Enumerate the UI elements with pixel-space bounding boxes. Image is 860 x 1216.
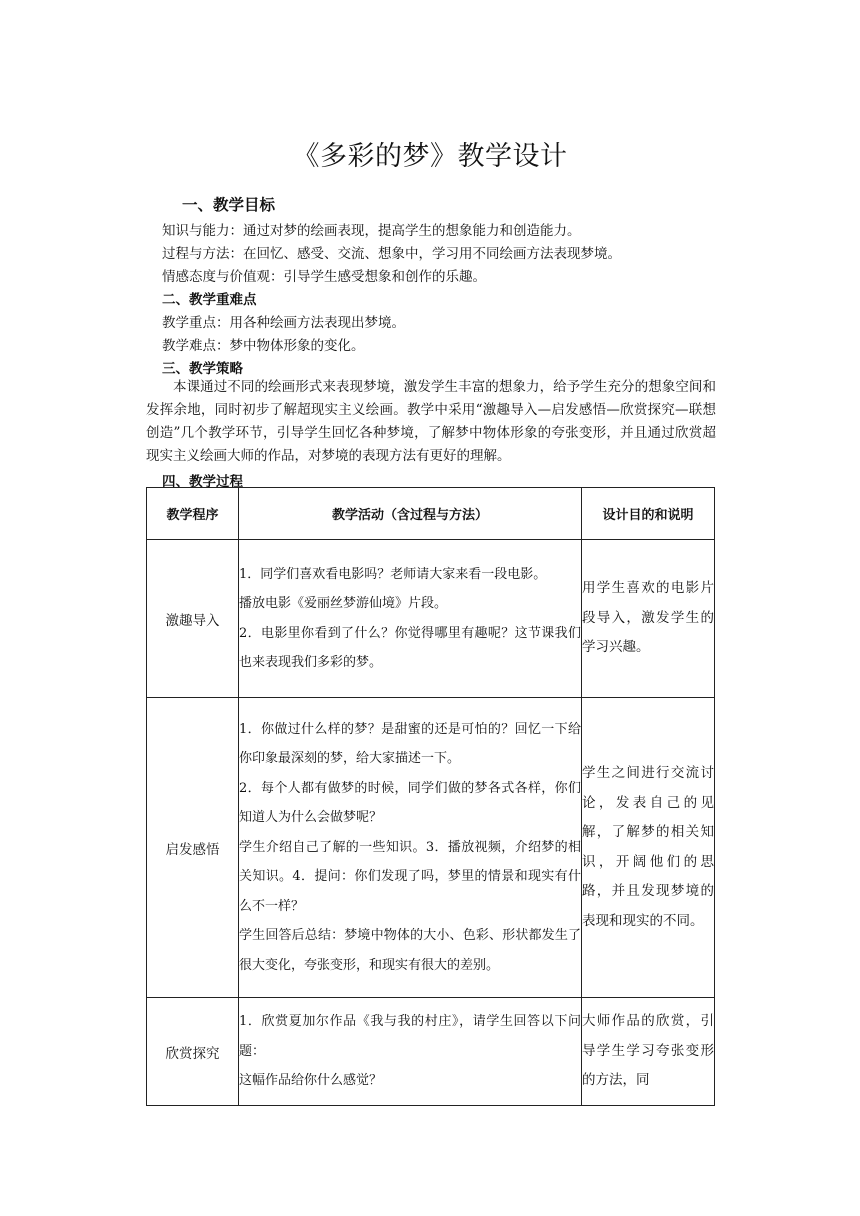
document-title: 《多彩的梦》教学设计 — [292, 141, 568, 172]
table-row — [147, 998, 715, 1106]
objective-knowledge: 知识与能力：通过对梦的绘画表现，提高学生的想象能力和创造能力。 — [162, 223, 581, 239]
activity-line: 学生介绍自己了解的一些知识。3．播放视频，介绍梦的相关知识。4．提问：你们发现了吗，梦里的情景和现实有什么不一样？ — [239, 839, 581, 914]
activity-cell — [239, 540, 582, 698]
section1-heading: 一、教学目标 — [182, 196, 276, 214]
activity-line: 1．你做过什么样的梦？是甜蜜的还是可怕的？回忆一下给你印象最深刻的梦，给大家描述一下。 — [239, 721, 581, 767]
activity-line: 1．同学们喜欢看电影吗？老师请大家来看一段电影。 — [239, 566, 547, 582]
key-point: 教学重点：用各种绘画方法表现出梦境。 — [162, 315, 405, 331]
note-text: 大师作品的欣赏，引导学生学习夸张变形的方法，同 — [582, 1013, 714, 1089]
note-text: 学生之间进行交流讨论，发表自己的见解，了解梦的相关知识，开阔他们的思路，并且发现梦境的表现和现实的不同。 — [582, 765, 714, 929]
activity-line: 2．每个人都有做梦的时候，同学们做的梦各式各样，你们知道人为什么会做梦呢？ — [239, 780, 581, 826]
strategy-paragraph: 本课通过不同的绘画形式来表现梦境，激发学生丰富的想象力，给予学生充分的想象空间和发挥余地，同时初步了解超现实主义绘画。教学中采用“激趣导入—启发感悟—欣赏探究—联想创造”几个教学环节，引导学生回忆各种梦境，了解梦中物体形象的夸张变形，并且通过欣赏超现实主义绘画大师的作品，对梦境的表现方法有更好的理解。 — [146, 379, 716, 464]
activity-line: 2．电影里你看到了什么？你觉得哪里有趣呢？这节课我们也来表现我们多彩的梦。 — [239, 625, 581, 670]
activity-cell — [239, 998, 582, 1106]
note-cell — [582, 540, 715, 698]
table-row — [147, 540, 715, 698]
activity-line: 学生回答后总结：梦境中物体的大小、色彩、形状都发生了很大变化，夸张变形，和现实有很大的差别。 — [239, 928, 581, 973]
table-header-row — [147, 488, 715, 540]
process-table — [146, 487, 715, 1106]
section2-heading: 二、教学重难点 — [162, 292, 257, 308]
note-cell — [582, 998, 715, 1106]
activity-line: 这幅作品给你什么感觉？ — [239, 1073, 383, 1089]
note-cell — [582, 698, 715, 998]
header-step: 教学程序 — [147, 488, 239, 540]
activity-cell — [239, 698, 582, 998]
step-cell: 欣赏探究 — [147, 998, 239, 1106]
section4-heading: 四、教学过程 — [162, 474, 243, 490]
note-text: 用学生喜欢的电影片段导入，激发学生的学习兴趣。 — [582, 580, 714, 656]
header-note: 设计目的和说明 — [582, 488, 715, 540]
table-row — [147, 698, 715, 998]
header-activity: 教学活动（含过程与方法） — [239, 488, 582, 540]
activity-line: 播放电影《爱丽丝梦游仙境》片段。 — [239, 596, 448, 611]
step-cell: 激趣导入 — [147, 540, 239, 698]
objective-attitude: 情感态度与价值观：引导学生感受想象和创作的乐趣。 — [162, 269, 486, 285]
objective-process: 过程与方法：在回忆、感受、交流、想象中，学习用不同绘画方法表现梦境。 — [162, 246, 621, 262]
difficult-point: 教学难点：梦中物体形象的变化。 — [162, 338, 365, 354]
section3-heading: 三、教学策略 — [162, 361, 243, 377]
activity-line: 1．欣赏夏加尔作品《我与我的村庄》，请学生回答以下问题： — [239, 1014, 581, 1059]
step-cell: 启发感悟 — [147, 698, 239, 998]
